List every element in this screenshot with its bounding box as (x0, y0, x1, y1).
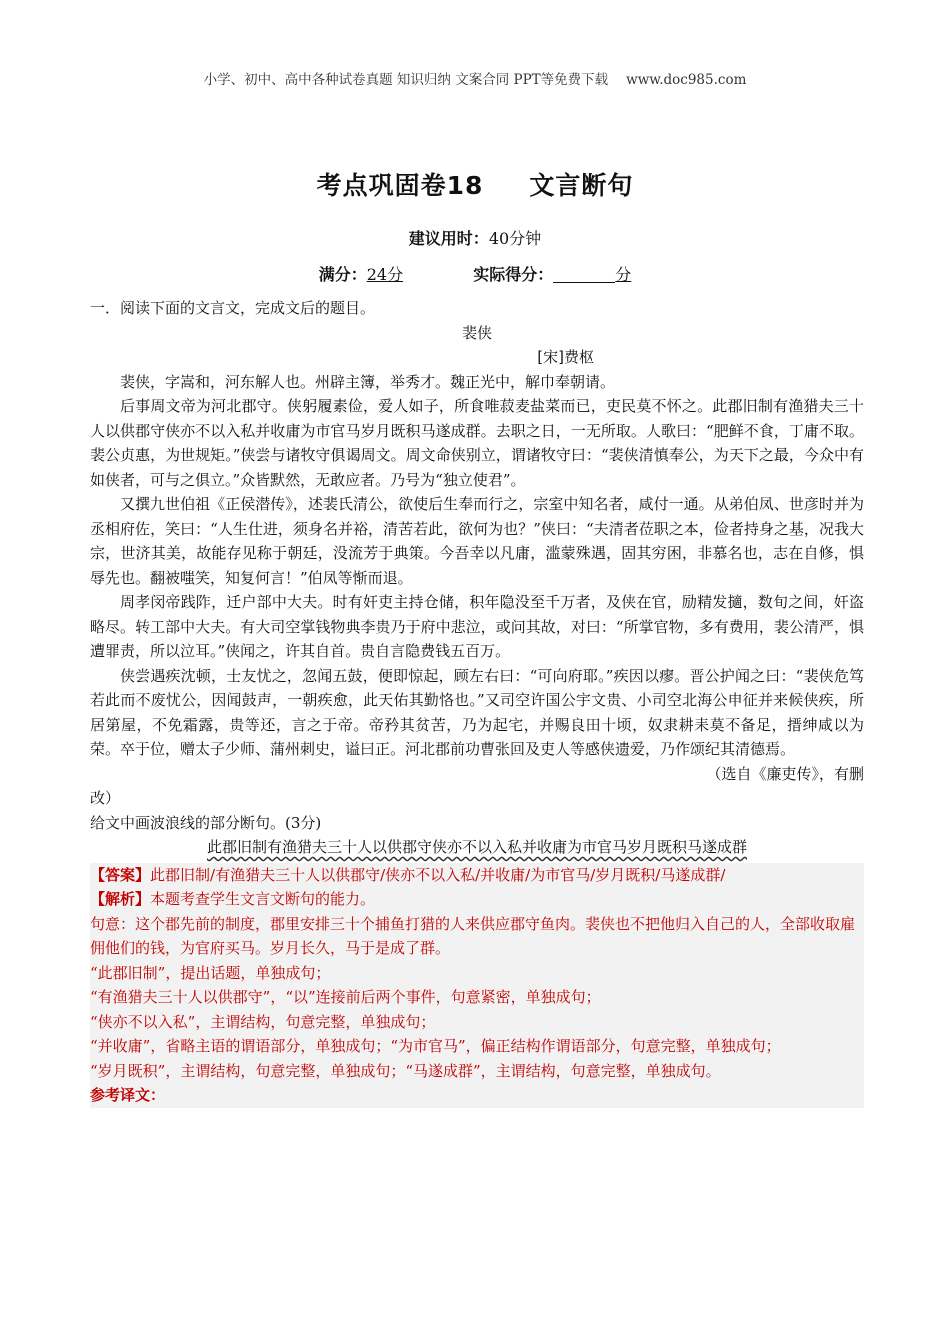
title-part2: 文言断句 (529, 171, 634, 200)
passage-title: 裴侠 (461, 323, 492, 342)
reference-translation-label: 参考译文： (90, 1086, 166, 1104)
analysis-point-1: “此郡旧制”，提出话题，单独成句； (90, 963, 331, 982)
actual-score-label: 实际得分： (473, 265, 554, 284)
title-part1: 考点巩固卷18 (316, 171, 484, 200)
header-site-link[interactable]: www.doc985.com (626, 72, 747, 88)
answer-text: 此郡旧制/有渔猎夫三十人以供郡守/侠亦不以入私/并收庸/为市官马/岁月既积/马遂成群/ (150, 865, 726, 884)
passage-paragraph-2: 后事周文帝为河北郡守。侠躬履素俭，爱人如子，所食唯菽麦盐菜而已，吏民莫不怀之。此郡旧制有渔猎夫三十人以供郡守侠亦不以入私并收庸为市官马岁月既积马遂成群。去职之日，一无所取。人歌曰：“肥鲜不食，丁庸不取。裴公贞惠，为世规矩。”侠尝与诸牧守俱谒周文。周文命侠别立，谓诸牧守曰：“裴侠清慎奉公，为天下之最，今众中有如侠者，可与之俱立。”众皆默然，无敢应者。乃号为“独立使君”。 (90, 397, 864, 489)
wavy-sentence (90, 835, 864, 860)
passage-paragraph-5: 侠尝遇疾沈顿，士友忧之，忽闻五鼓，便即惊起，顾左右曰：“可向府耶。”疾因以瘳。晋公护闻之曰：“裴侠危笃若此而不废忧公，因闻鼓声，一朝疾愈，此天佑其勤恪也。”又司空许国公宇文贵、小司空北海公申征并来候侠疾，所居第屋，不免霜露，贵等还，言之于帝。帝矜其贫苦，乃为起宅，并赐良田十顷，奴隶耕耒莫不备足，搢绅咸以为荣。卒于位，赠太子少师、蒲州刺史，谥曰正。河北郡前功曹张回及吏人等感侠遗爱，乃作颂纪其清德焉。 (90, 666, 864, 758)
passage-author: [宋]费枢 (537, 348, 594, 366)
actual-score-unit: 分 (615, 265, 632, 284)
source-note-cont: 改） (90, 789, 121, 807)
actual-score-blank[interactable] (553, 266, 615, 283)
page-header (0, 68, 950, 88)
wavy-text: 此郡旧制有渔猎夫三十人以供郡守侠亦不以入私并收庸为市官马岁月既积马遂成群 (206, 838, 747, 856)
answer-tag: 【答案】 (90, 865, 151, 884)
sentence-meaning: 句意：这个郡先前的制度，郡里安排三十个捕鱼打猎的人来供应郡守鱼肉。裴侠也不把他归入自己的人，全部收取雇佣他们的钱，为官府买马。岁月长久，马于是成了群。 (90, 914, 856, 957)
analysis-point-2: “有渔猎夫三十人以供郡守”，“以”连接前后两个事件，句意紧密，单独成句； (90, 988, 601, 1006)
analysis-tag: 【解析】 (90, 890, 151, 908)
question-task: 给文中画波浪线的部分断句。(3分) (90, 813, 322, 832)
score-line (0, 262, 950, 285)
time-label: 建议用时： (408, 229, 489, 248)
passage-paragraph-3: 又撰九世伯祖《正侯潜传》，述裴氏清公，欲使后生奉而行之，宗室中知名者，咸付一通。从弟伯凤、世彦时并为丞相府佐，笑曰：“人生仕进，须身名并裕，清苦若此，欲何为也？”侠曰：“夫清者莅职之本，俭者持身之基，况我大宗，世济其美，故能存见称于朝廷，没流芳于典策。今吾幸以凡庸，滥蒙殊遇，固其穷困，非慕名也，志在自修，惧辱先也。翻被嗤笑，知复何言！”伯凤等惭而退。 (90, 495, 864, 587)
answer-line (90, 863, 864, 888)
analysis-text: 本题考查学生文言文断句的能力。 (150, 890, 376, 908)
passage-paragraph-4: 周孝闵帝践阼，迁户部中大夫。时有奸吏主持仓储，积年隐没至千万者，及侠在官，励精发擿，数旬之间，奸盗略尽。转工部中大夫。有大司空掌钱物典李贵乃于府中悲泣，或问其故，对曰：“所掌官物，多有费用，裴公清严，惧遭罪责，所以泣耳。”侠闻之，许其自首。贵自言隐费钱五百万。 (90, 593, 864, 660)
suggested-time (0, 226, 950, 249)
main-content (90, 296, 864, 1108)
full-score-value: 24分 (366, 265, 404, 284)
page-title (0, 166, 950, 202)
passage-paragraph-1: 裴侠，字嵩和，河东解人也。州辟主簿，举秀才。魏正光中，解巾奉朝请。 (120, 372, 616, 391)
analysis-line (90, 887, 864, 912)
time-value: 40分钟 (488, 229, 542, 248)
answer-box (90, 863, 864, 1108)
full-score-label: 满分： (318, 265, 367, 284)
section-instruction: 一．阅读下面的文言文，完成文后的题目。 (90, 299, 376, 317)
header-text: 小学、初中、高中各种试卷真题 知识归纳 文案合同 PPT等免费下载 (203, 72, 609, 88)
source-note: （选自《廉吏传》，有删 (706, 764, 864, 783)
analysis-point-4: “并收庸”，省略主语的谓语部分，单独成句；“为市官马”，偏正结构作谓语部分，句意完整，单独成句； (90, 1037, 781, 1055)
analysis-point-5: “岁月既积”，主谓结构，句意完整，单独成句；“马遂成群”，主谓结构，句意完整，单独成句。 (90, 1061, 721, 1080)
analysis-point-3: “侠亦不以入私”，主谓结构，句意完整，单独成句； (90, 1012, 436, 1031)
